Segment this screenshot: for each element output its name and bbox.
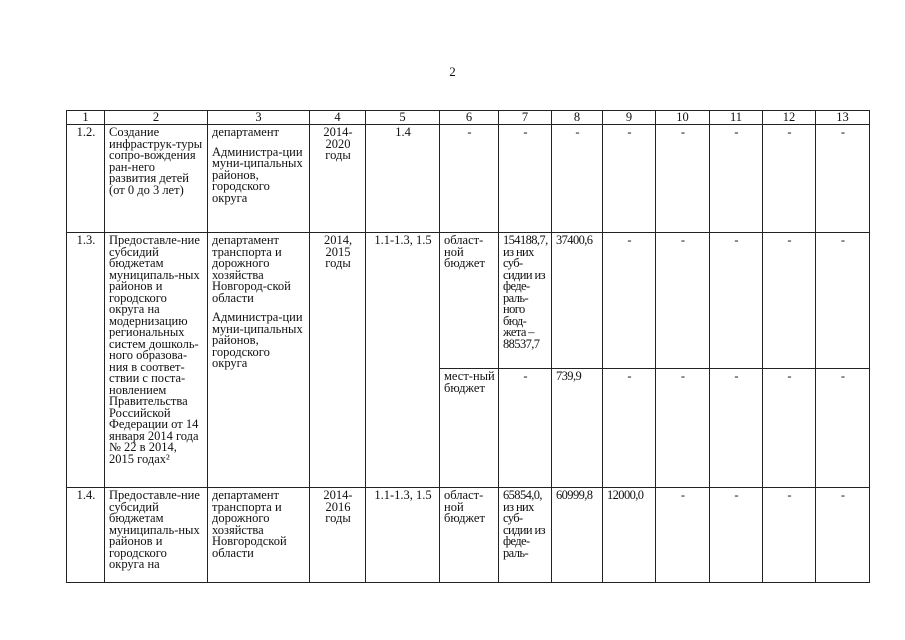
amount-cell: - xyxy=(816,369,870,488)
amount-cell: 12000,0 xyxy=(603,488,656,583)
indicator: 1.1-1.3, 1.5 xyxy=(366,488,440,583)
col-header: 7 xyxy=(499,111,552,125)
col-header: 12 xyxy=(763,111,816,125)
col-header: 13 xyxy=(816,111,870,125)
period: 2014, 2015 годы xyxy=(310,233,366,488)
amount-cell: - xyxy=(656,369,710,488)
amount-cell: - xyxy=(552,125,603,233)
col-header: 1 xyxy=(67,111,105,125)
col-header: 11 xyxy=(710,111,763,125)
period: 2014-2016 годы xyxy=(310,488,366,583)
amount-cell: - xyxy=(763,369,816,488)
executor xyxy=(208,125,310,233)
col-header: 9 xyxy=(603,111,656,125)
amount-cell: - xyxy=(816,488,870,583)
amount-cell: - xyxy=(816,125,870,233)
amount-cell: 739,9 xyxy=(552,369,603,488)
amount-cell: 154188,7, из них суб-сидии из феде-раль-ного бюд-жета – 88537,7 xyxy=(499,233,552,369)
executor: департамент транспорта и дорожного хозяйства Новгородской области xyxy=(208,488,310,583)
table-row xyxy=(67,125,870,233)
amount-cell: - xyxy=(763,233,816,369)
amount-cell: - xyxy=(656,488,710,583)
executor-line: Администра-ции муни-ципальных районов, городского округа xyxy=(212,310,303,370)
col-header: 8 xyxy=(552,111,603,125)
amount-cell: - xyxy=(499,125,552,233)
col-header: 6 xyxy=(440,111,499,125)
activity-name: Предоставле-ние субсидий бюджетам муниципаль-ных районов и городского округа на модернизацию региональных систем дошколь-ного образова-ния в соответ-ствии с поста-новлением Правительства Российской Федерации от 14 января 2014 года № 22 в 2014, 2015 годах² xyxy=(105,233,208,488)
activity-name: Предоставле-ние субсидий бюджетам муниципаль-ных районов и городского округа на xyxy=(105,488,208,583)
executor-line: департамент транспорта и дорожного хозяйства Новгород-ской области xyxy=(212,233,291,305)
activity-name: Создание инфраструк-туры сопро-вождения ран-него развития детей (от 0 до 3 лет) xyxy=(105,125,208,233)
program-activities-table xyxy=(66,110,870,583)
amount-cell: 65854,0, из них суб-сидии из феде-раль- xyxy=(499,488,552,583)
col-header: 4 xyxy=(310,111,366,125)
amount-cell: - xyxy=(710,369,763,488)
amount-cell: - xyxy=(603,233,656,369)
amount-cell: - xyxy=(763,125,816,233)
row-number: 1.3. xyxy=(67,233,105,488)
amount-cell: - xyxy=(816,233,870,369)
indicator: 1.4 xyxy=(366,125,440,233)
col-header: 3 xyxy=(208,111,310,125)
row-number: 1.4. xyxy=(67,488,105,583)
table-row xyxy=(67,233,870,369)
amount-cell: 60999,8 xyxy=(552,488,603,583)
amount-cell: - xyxy=(603,125,656,233)
funding-source: област-ной бюджет xyxy=(440,233,499,369)
amount-cell: - xyxy=(656,125,710,233)
amount-cell: - xyxy=(499,369,552,488)
indicator: 1.1-1.3, 1.5 xyxy=(366,233,440,488)
col-header: 10 xyxy=(656,111,710,125)
amount-cell: 37400,6 xyxy=(552,233,603,369)
amount-cell: - xyxy=(710,233,763,369)
funding-source: област-ной бюджет xyxy=(440,488,499,583)
col-header: 2 xyxy=(105,111,208,125)
col-header: 5 xyxy=(366,111,440,125)
executor-line: Администра-ции муни-ципальных районов, городского округа xyxy=(212,144,303,205)
amount-cell: - xyxy=(763,488,816,583)
funding-source: мест-ный бюджет xyxy=(440,369,499,488)
amount-cell: - xyxy=(656,233,710,369)
funding-source: - xyxy=(440,125,499,233)
executor-line: департамент xyxy=(212,125,280,139)
amount-cell: - xyxy=(710,125,763,233)
table-row xyxy=(67,488,870,583)
column-number-row xyxy=(67,111,870,125)
page-number: 2 xyxy=(449,64,456,79)
period: 2014-2020 годы xyxy=(310,125,366,233)
amount-cell: - xyxy=(603,369,656,488)
amount-cell: - xyxy=(710,488,763,583)
executor xyxy=(208,233,310,488)
row-number: 1.2. xyxy=(67,125,105,233)
